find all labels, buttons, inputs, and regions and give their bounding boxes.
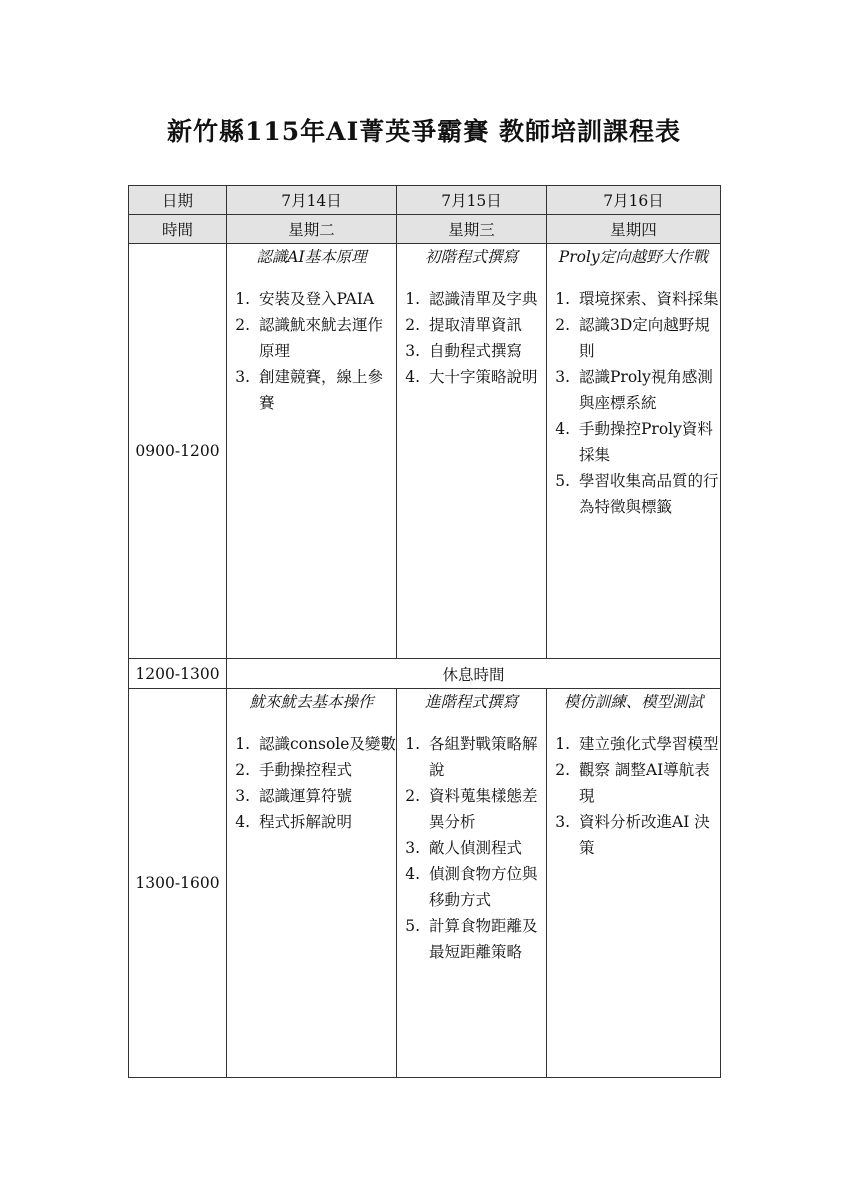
- list-item: 1. 安裝及登入PAIA: [255, 286, 396, 312]
- list-item: 4. 偵測食物方位與移動方式: [425, 861, 546, 913]
- list-item: 1. 認識console及變數: [255, 731, 396, 757]
- morning-time: 0900-1200: [129, 244, 227, 659]
- session-items: [397, 286, 546, 390]
- session-items: [227, 731, 396, 835]
- list-item: 2. 手動操控程式: [255, 757, 396, 783]
- list-item: 4. 手動操控Proly資料採集: [575, 416, 720, 468]
- morning-session-2: [397, 244, 547, 659]
- list-item: 1. 各組對戰策略解說: [425, 731, 546, 783]
- date-row: [129, 186, 721, 215]
- session-items: [227, 286, 396, 416]
- list-item: 3. 認識運算符號: [255, 783, 396, 809]
- session-title: 模仿訓練、模型測試: [563, 693, 704, 711]
- list-item: 1. 建立強化式學習模型: [575, 731, 720, 757]
- list-item: 2. 觀察 調整AI導航表現: [575, 757, 720, 809]
- afternoon-row: [129, 689, 721, 1078]
- afternoon-session-1: [227, 689, 397, 1078]
- list-item: 1. 環境探索、資料採集: [575, 286, 720, 312]
- afternoon-time: 1300-1600: [129, 689, 227, 1078]
- list-item: 3. 自動程式撰寫: [425, 338, 546, 364]
- break-row: [129, 659, 721, 689]
- list-item: 3. 敵人偵測程式: [425, 835, 546, 861]
- weekday-day-1: 星期二: [227, 215, 397, 244]
- page-title: 新竹縣115年AI菁英爭霸賽 教師培訓課程表: [167, 117, 681, 146]
- session-title: 認識AI基本原理: [256, 248, 367, 266]
- date-label: 日期: [129, 186, 227, 215]
- morning-row: [129, 244, 721, 659]
- session-items: [397, 731, 546, 965]
- time-label: 時間: [129, 215, 227, 244]
- schedule-table: [128, 185, 721, 1078]
- session-title: Proly定向越野大作戰: [558, 248, 709, 266]
- morning-session-3: [547, 244, 721, 659]
- session-items: [547, 731, 720, 861]
- session-items: [547, 286, 720, 520]
- weekday-row: [129, 215, 721, 244]
- list-item: 3. 認識Proly視角感測與座標系統: [575, 364, 720, 416]
- list-item: 4. 程式拆解說明: [255, 809, 396, 835]
- break-time: 1200-1300: [129, 659, 227, 689]
- session-title: 魷來魷去基本操作: [249, 693, 374, 711]
- list-item: 3. 資料分析改進AI 決策: [575, 809, 720, 861]
- session-title: 進階程式撰寫: [424, 693, 518, 711]
- break-label: 休息時間: [227, 659, 721, 689]
- list-item: 3. 創建競賽，線上參賽: [255, 364, 396, 416]
- morning-session-1: [227, 244, 397, 659]
- list-item: 5. 計算食物距離及最短距離策略: [425, 913, 546, 965]
- list-item: 2. 認識3D定向越野規則: [575, 312, 720, 364]
- date-day-3: 7月16日: [547, 186, 721, 215]
- list-item: 4. 大十字策略說明: [425, 364, 546, 390]
- list-item: 2. 資料蒐集樣態差異分析: [425, 783, 546, 835]
- weekday-day-3: 星期四: [547, 215, 721, 244]
- afternoon-session-2: [397, 689, 547, 1078]
- date-day-2: 7月15日: [397, 186, 547, 215]
- list-item: 5. 學習收集高品質的行為特徵與標籤: [575, 468, 720, 520]
- session-title: 初階程式撰寫: [424, 248, 518, 266]
- list-item: 2. 提取清單資訊: [425, 312, 546, 338]
- afternoon-session-3: [547, 689, 721, 1078]
- list-item: 1. 認識清單及字典: [425, 286, 546, 312]
- weekday-day-2: 星期三: [397, 215, 547, 244]
- date-day-1: 7月14日: [227, 186, 397, 215]
- list-item: 2. 認識魷來魷去運作原理: [255, 312, 396, 364]
